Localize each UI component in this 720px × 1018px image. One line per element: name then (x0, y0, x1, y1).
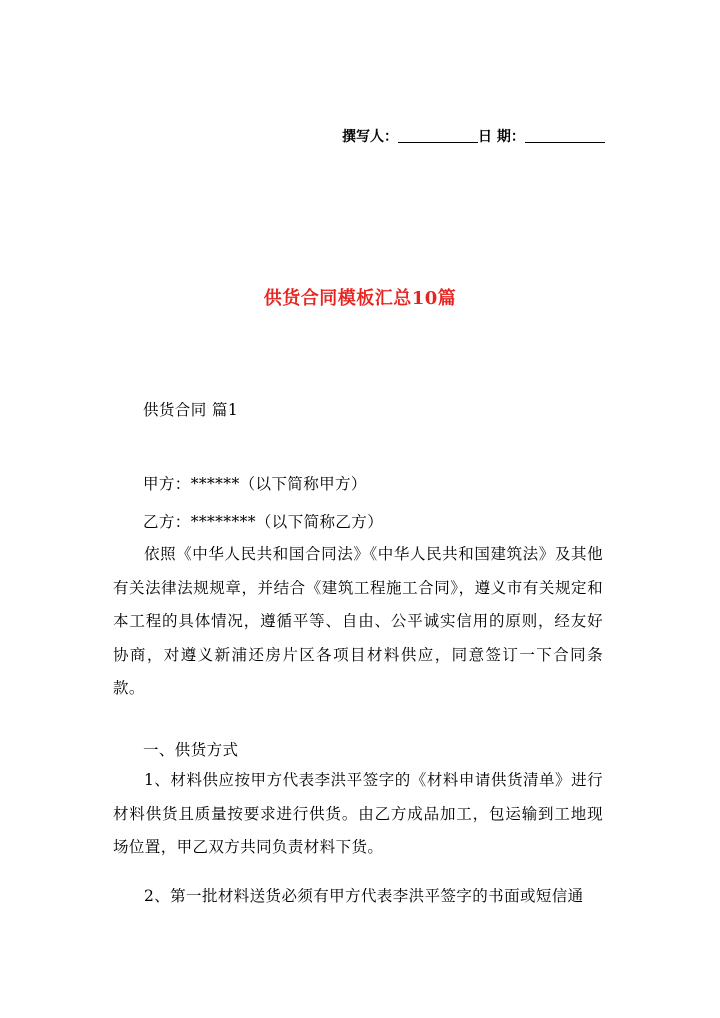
intro-paragraph-block (113, 538, 603, 706)
party-b-line: 乙方：********（以下简称乙方） (143, 513, 384, 531)
intro-paragraph: 依照《中华人民共和国合同法》《中华人民共和国建筑法》及其他有关法律法规规章，并结合《建筑工程施工合同》，遵义市有关规定和本工程的具体情况，遵循平等、自由、公平诚实信用的原则，经友好协商，对遵义新浦还房片区各项目材料供应，同意签订一下合同条款。 (113, 545, 603, 697)
author-date-line (342, 126, 605, 146)
supply-method-heading: 一、供货方式 (143, 741, 239, 759)
author-blank (398, 129, 478, 143)
document-title: 供货合同模板汇总10篇 (263, 288, 457, 309)
author-label: 撰写人： (342, 129, 398, 145)
section-heading: 供货合同 篇1 (143, 401, 239, 419)
party-a-line: 甲方：******（以下简称甲方） (143, 475, 367, 493)
item2-block (113, 880, 603, 914)
date-label: 日 期： (478, 129, 525, 145)
item1-block (113, 764, 603, 865)
item1-paragraph: 1、材料供应按甲方代表李洪平签字的《材料申请供货清单》进行材料供货且质量按要求进行供货。由乙方成品加工，包运输到工地现场位置，甲乙双方共同负责材料下货。 (113, 771, 603, 856)
item2-paragraph: 2、第一批材料送货必须有甲方代表李洪平签字的书面或短信通 (144, 887, 584, 905)
date-blank (525, 129, 605, 143)
